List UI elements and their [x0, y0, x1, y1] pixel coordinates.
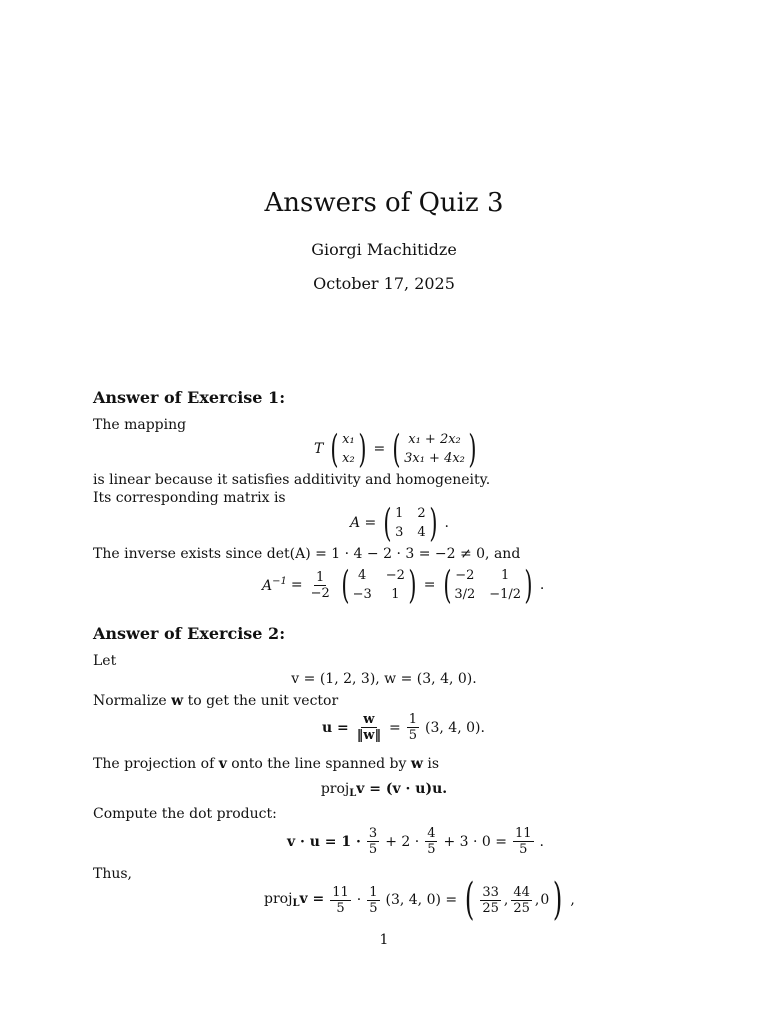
- dot-lhs: v · u = 1 ·: [287, 833, 361, 850]
- matrix-A-cell: 2: [417, 506, 426, 521]
- res-dot: ·: [356, 892, 362, 908]
- res-mid: (3, 4, 0) =: [385, 892, 458, 908]
- fraction-denominator: ‖w‖: [356, 728, 381, 743]
- mapping-equation: [314, 427, 480, 471]
- fraction-numerator: 11: [332, 884, 349, 900]
- res-proj: proj: [264, 891, 293, 907]
- inverse-result-cell: 1: [501, 568, 510, 583]
- res-vector: ( $\frac{33}{25}$ , $\frac{44}{25}$ , 0 ): [465, 874, 563, 925]
- input-x2: x₂: [342, 451, 355, 466]
- normalize-text: Normalize: [93, 693, 172, 709]
- inverse-superscript: −1: [272, 576, 287, 587]
- matrix-A-equation: [350, 501, 449, 545]
- document-author: Giorgi Machitidze: [311, 240, 457, 259]
- proj-rest: v = (v · u)u.: [356, 781, 448, 797]
- unit-vector-equation: [322, 712, 485, 743]
- page-number: 1: [379, 932, 389, 948]
- fraction-denominator: 5: [408, 728, 418, 743]
- projection-v: v: [218, 756, 227, 772]
- projection-formula: [0, 781, 768, 799]
- proj-label: proj: [320, 781, 350, 797]
- u-equals: =: [389, 719, 401, 736]
- inverse-scalar: [309, 570, 332, 601]
- projection-text-2: onto the line spanned by: [226, 756, 411, 772]
- inverse-equals-2: =: [423, 577, 436, 593]
- matrix-A: ( 1 2 3 4 ): [383, 501, 438, 545]
- dot-frac-1: [367, 826, 379, 857]
- adjugate-cell: −2: [385, 568, 405, 583]
- inverse-period: .: [539, 577, 545, 593]
- dot-mid-1: + 2 ·: [385, 833, 420, 850]
- fraction-numerator: 1: [316, 569, 325, 585]
- res-component-1: [480, 885, 501, 916]
- vector-definitions: v = (1, 2, 3), w = (3, 4, 0).: [291, 671, 477, 687]
- u-lhs: u =: [322, 719, 349, 736]
- matrix-intro: Its corresponding matrix is: [93, 490, 286, 506]
- inverse-A: A: [262, 578, 273, 594]
- map-equals: =: [373, 441, 386, 457]
- matrix-A-cell: 4: [417, 525, 426, 540]
- exercise-1-heading: Answer of Exercise 1:: [93, 388, 286, 407]
- normalize-statement: [93, 693, 338, 709]
- fraction-denominator: −2: [310, 585, 330, 601]
- fraction-numerator: 33: [482, 884, 499, 900]
- res-comma: ,: [570, 892, 575, 908]
- fraction-numerator: 44: [513, 884, 530, 900]
- exercise-1-intro: The mapping: [93, 417, 187, 433]
- dot-mid-2: + 3 · 0 =: [443, 833, 507, 850]
- u-fraction: [355, 712, 383, 743]
- fraction-denominator: 5: [519, 842, 528, 857]
- inverse-result-cell: −2: [455, 568, 475, 583]
- inverse-statement: The inverse exists since det(A) = 1 · 4 − 2 · 3 = −2 ≠ 0, and: [93, 546, 521, 562]
- inverse-equation: [262, 563, 545, 607]
- res-frac-2: [367, 885, 379, 916]
- u-scalar: [407, 712, 419, 743]
- u-vector: (3, 4, 0).: [425, 719, 485, 736]
- output-vector: ( x₁ + 2x₂ 3x₁ + 4x₂ ): [392, 427, 477, 471]
- fraction-numerator: 1: [369, 884, 378, 900]
- fraction-denominator: 5: [427, 842, 436, 857]
- dot-period: .: [539, 833, 544, 850]
- fraction-numerator: 4: [427, 826, 436, 841]
- fraction-denominator: 5: [369, 900, 378, 916]
- dot-product-intro: Compute the dot product:: [93, 806, 277, 822]
- dot-product-equation: [287, 826, 544, 857]
- inverse-result-cell: 3/2: [454, 587, 476, 602]
- input-vector: ( x₁ x₂ ): [330, 427, 367, 471]
- normalize-text-2: to get the unit vector: [183, 693, 339, 709]
- fraction-denominator: 25: [513, 900, 530, 916]
- inverse-equals: =: [290, 577, 303, 593]
- input-x1: x₁: [342, 432, 355, 447]
- fraction-denominator: 5: [336, 900, 345, 916]
- matrix-A-lhs: A =: [350, 515, 377, 531]
- res-frac-1: [330, 885, 351, 916]
- map-T: T: [314, 441, 324, 457]
- linearity-statement: is linear because it satisfies additivity and homogeneity.: [93, 472, 491, 488]
- projection-w: w: [410, 756, 423, 772]
- fraction-numerator: 3: [368, 826, 378, 841]
- matrix-A-cell: 3: [395, 525, 404, 540]
- res-subscript: L: [292, 898, 300, 909]
- projection-text-3: is: [422, 756, 440, 772]
- normalize-w: w: [171, 693, 184, 709]
- inverse-result-cell: −1/2: [489, 587, 522, 602]
- fraction-numerator: 11: [515, 826, 532, 841]
- projection-result-equation: [264, 874, 575, 925]
- fraction-numerator: 1: [408, 712, 418, 727]
- inverse-result-matrix: ( −2 1 3/2 −1/2 ): [442, 563, 533, 607]
- projection-statement: [93, 756, 439, 772]
- res-component-2: [511, 885, 532, 916]
- matrix-A-cell: 1: [395, 506, 404, 521]
- exercise-2-heading: Answer of Exercise 2:: [93, 624, 286, 643]
- adjugate-cell: 4: [358, 568, 367, 583]
- output-row-2: 3x₁ + 4x₂: [404, 451, 465, 466]
- dot-frac-2: [425, 826, 437, 857]
- exercise-2-let: Let: [93, 653, 117, 669]
- proj-subscript: L: [349, 788, 357, 799]
- adjugate-matrix: ( 4 −2 −3 1 ): [341, 563, 417, 607]
- fraction-denominator: 25: [482, 900, 499, 916]
- res-proj-label: [264, 891, 324, 909]
- res-v: v =: [299, 891, 325, 907]
- inverse-lhs: [262, 576, 287, 594]
- adjugate-cell: −3: [352, 587, 372, 602]
- fraction-denominator: 5: [368, 842, 378, 857]
- adjugate-cell: 1: [391, 587, 400, 602]
- projection-text: The projection of: [93, 756, 219, 772]
- matrix-A-period: .: [444, 515, 449, 531]
- thus-text: Thus,: [93, 866, 133, 882]
- dot-frac-3: [513, 826, 534, 857]
- output-row-1: x₁ + 2x₂: [408, 432, 461, 447]
- res-component-3: 0: [540, 892, 550, 908]
- fraction-numerator: w: [363, 712, 375, 727]
- document-title: Answers of Quiz 3: [264, 188, 504, 218]
- document-date: October 17, 2025: [313, 274, 455, 293]
